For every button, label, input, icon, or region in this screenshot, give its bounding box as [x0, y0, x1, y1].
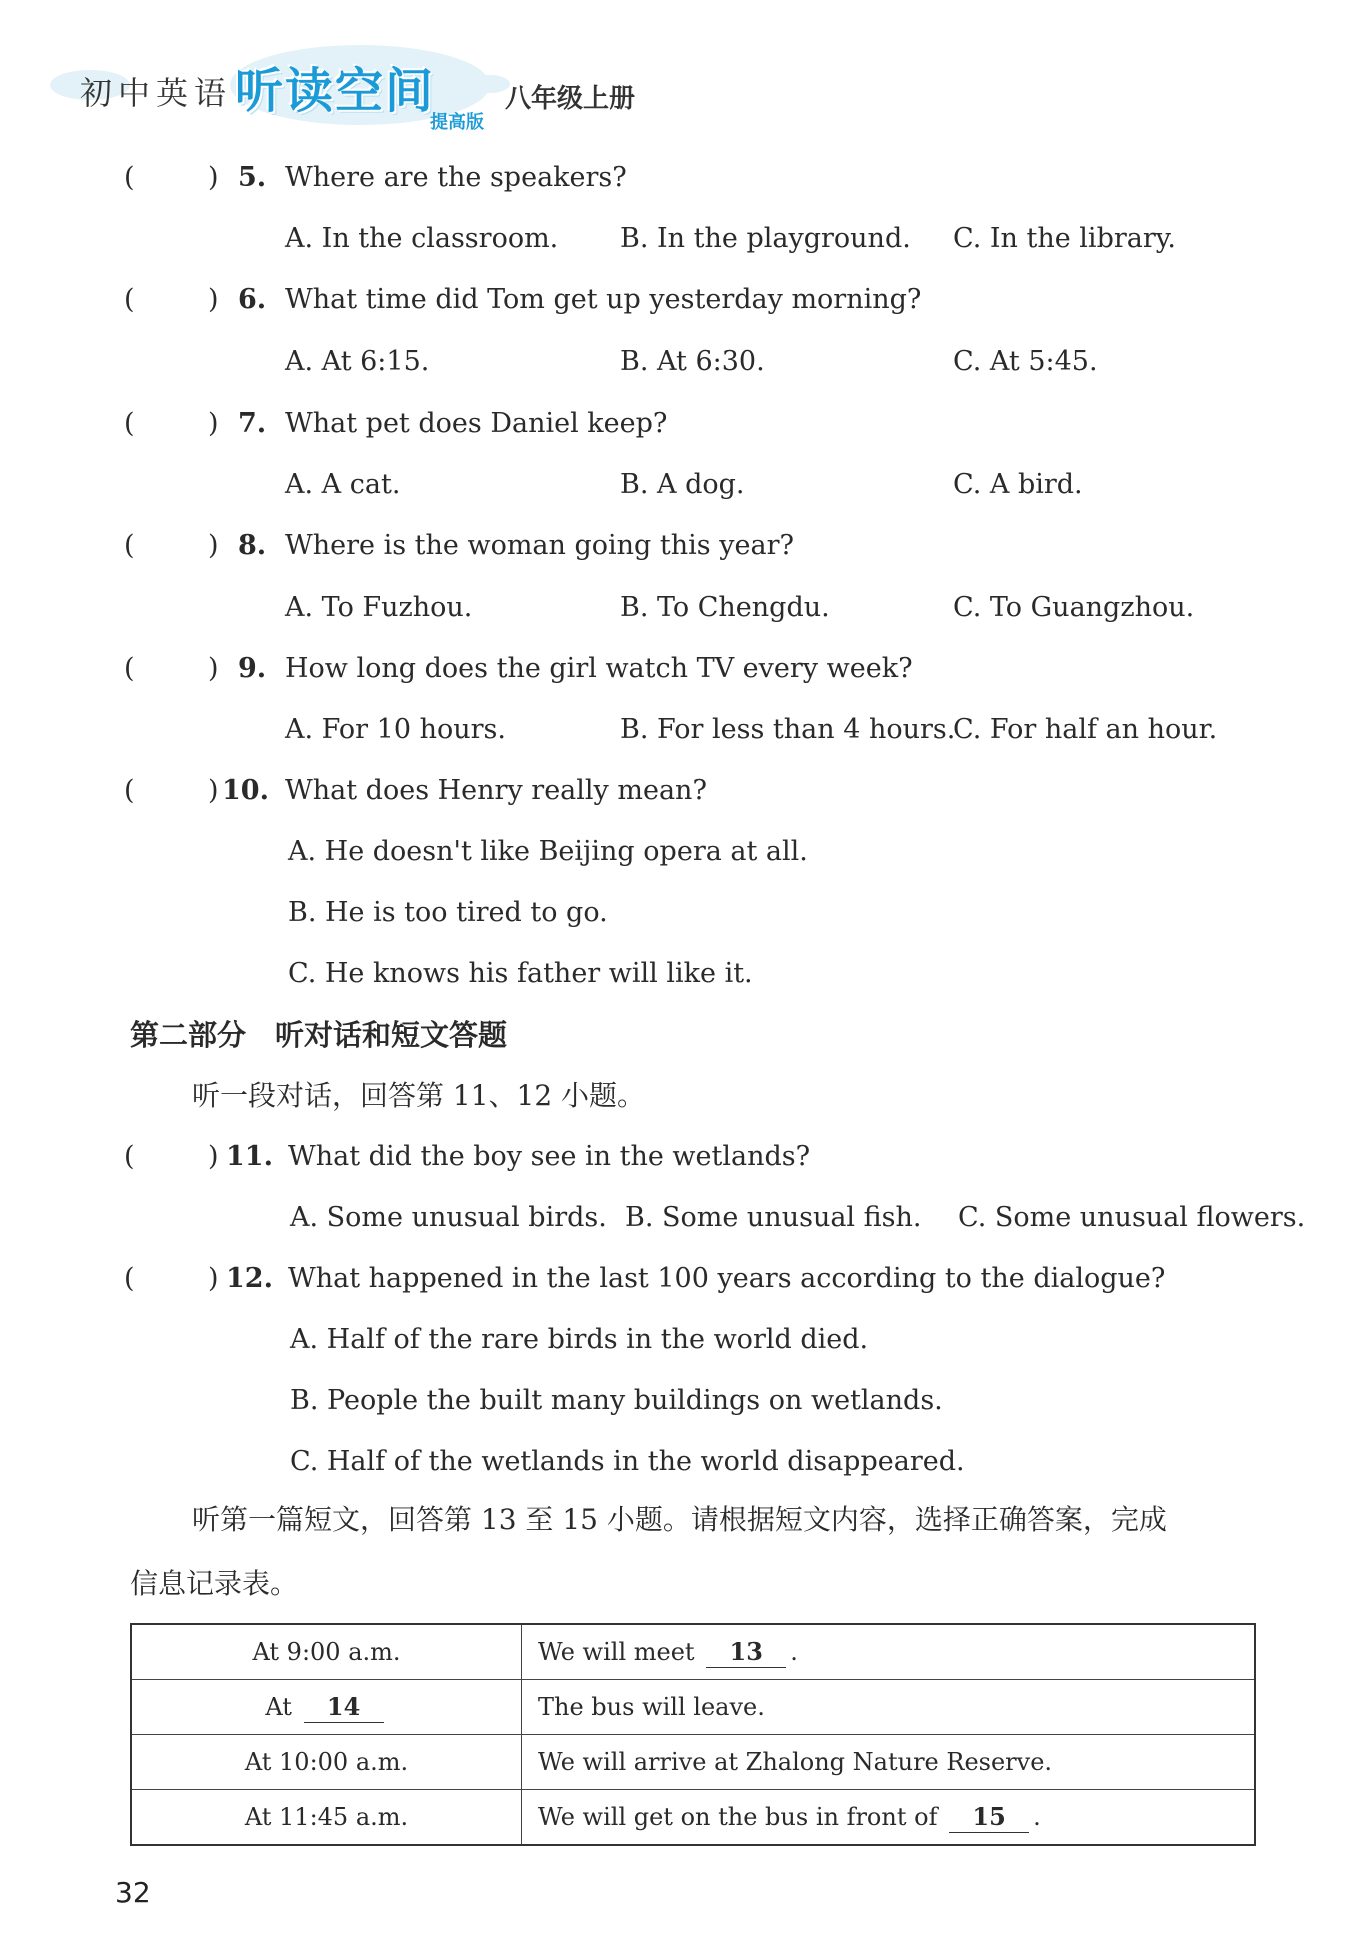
option-a: A. To Fuzhou.	[285, 592, 473, 623]
answer-paren-close: )	[208, 653, 219, 684]
event-cell	[522, 1735, 1256, 1790]
option-a: A. Half of the rare birds in the world died.	[290, 1324, 869, 1355]
option-b: B. He is too tired to go.	[288, 897, 608, 928]
question-text: What happened in the last 100 years according to the dialogue?	[288, 1263, 1166, 1294]
dialogue-instruction: 听一段对话，回答第 11、12 小题。	[192, 1079, 646, 1112]
passage-instruction: 听第一篇短文，回答第 13 至 15 小题。请根据短文内容，选择正确答案，完成	[192, 1503, 1167, 1536]
event-text: The bus will leave.	[538, 1693, 765, 1721]
option-b: B. To Chengdu.	[620, 592, 830, 623]
table-row	[131, 1624, 1255, 1680]
option-b: B. Some unusual fish.	[625, 1202, 922, 1233]
question-row	[0, 526, 1350, 566]
question-number: 11.	[226, 1141, 273, 1172]
option-c: C. In the library.	[953, 223, 1177, 254]
question-text: How long does the girl watch TV every week?	[285, 653, 913, 684]
passage-instruction-continued: 信息记录表。	[130, 1567, 299, 1600]
option-a: A. He doesn't like Beijing opera at all.	[288, 836, 808, 867]
option-a: A. For 10 hours.	[285, 714, 506, 745]
option-a: A. A cat.	[285, 469, 401, 500]
option-c: C. He knows his father will like it.	[288, 958, 753, 989]
edition-label: 提高版	[430, 112, 484, 133]
question-row	[0, 280, 1350, 320]
answer-blank-14[interactable]: 14	[304, 1692, 384, 1723]
header-cloud-decoration	[470, 75, 510, 93]
time-cell	[131, 1790, 522, 1846]
time-text: At 11:45 a.m.	[244, 1803, 409, 1831]
information-record-table	[130, 1623, 1256, 1846]
option-c: C. At 5:45.	[953, 346, 1098, 377]
question-number: 8.	[238, 530, 267, 561]
answer-paren-open: (	[124, 775, 135, 806]
page-number: 32	[115, 1876, 151, 1909]
event-cell	[522, 1680, 1256, 1735]
question-text: What time did Tom get up yesterday morning?	[285, 284, 922, 315]
question-row	[0, 404, 1350, 444]
time-cell	[131, 1680, 522, 1735]
option-b: B. A dog.	[620, 469, 745, 500]
question-number: 6.	[238, 284, 267, 315]
answer-paren-open: (	[124, 1141, 135, 1172]
event-text: We will get on the bus in front of	[538, 1802, 938, 1831]
table-row	[131, 1735, 1255, 1790]
option-a: A. At 6:15.	[285, 346, 430, 377]
question-number: 5.	[238, 162, 267, 193]
option-b: B. At 6:30.	[620, 346, 765, 377]
time-text: At 9:00 a.m.	[252, 1638, 401, 1666]
event-cell	[522, 1624, 1256, 1680]
answer-paren-open: (	[124, 530, 135, 561]
page-header	[40, 30, 1040, 140]
answer-paren-open: (	[124, 162, 135, 193]
option-b: B. In the playground.	[620, 223, 911, 254]
question-text: Where are the speakers?	[285, 162, 627, 193]
question-row	[0, 1137, 1350, 1177]
option-b: B. People the built many buildings on wetlands.	[290, 1385, 943, 1416]
option-c: C. To Guangzhou.	[953, 592, 1195, 623]
answer-paren-open: (	[124, 408, 135, 439]
option-c: C. Some unusual flowers.	[958, 1202, 1306, 1233]
option-a: A. Some unusual birds.	[290, 1202, 607, 1233]
question-row	[0, 771, 1350, 811]
answer-blank-15[interactable]: 15	[949, 1802, 1029, 1833]
option-c: C. For half an hour.	[953, 714, 1218, 745]
brand-logo-text: 听读空间	[235, 63, 436, 119]
answer-paren-close: )	[208, 1263, 219, 1294]
answer-paren-close: )	[208, 530, 219, 561]
time-prefix: At	[265, 1692, 292, 1721]
section-heading: 第二部分 听对话和短文答题	[130, 1018, 508, 1052]
table-row	[131, 1790, 1255, 1846]
question-text: What pet does Daniel keep?	[285, 408, 668, 439]
question-number: 10.	[222, 775, 269, 806]
table-row	[131, 1680, 1255, 1735]
answer-paren-close: )	[208, 284, 219, 315]
option-c: C. Half of the wetlands in the world disappeared.	[290, 1446, 965, 1477]
event-text: We will arrive at Zhalong Nature Reserve.	[538, 1748, 1053, 1776]
event-suffix: .	[1033, 1802, 1041, 1831]
answer-paren-open: (	[124, 284, 135, 315]
answer-blank-13[interactable]: 13	[706, 1637, 786, 1668]
question-number: 7.	[238, 408, 267, 439]
option-a: A. In the classroom.	[285, 223, 559, 254]
event-cell	[522, 1790, 1256, 1846]
answer-paren-close: )	[208, 775, 219, 806]
answer-paren-open: (	[124, 1263, 135, 1294]
option-b: B. For less than 4 hours.	[620, 714, 956, 745]
answer-paren-close: )	[208, 1141, 219, 1172]
question-number: 12.	[226, 1263, 273, 1294]
time-text: At 10:00 a.m.	[244, 1748, 409, 1776]
question-text: What did the boy see in the wetlands?	[288, 1141, 811, 1172]
event-text: We will meet	[538, 1637, 695, 1666]
grade-label: 八年级上册	[505, 84, 636, 114]
option-c: C. A bird.	[953, 469, 1083, 500]
answer-paren-close: )	[208, 162, 219, 193]
question-text: What does Henry really mean?	[285, 775, 707, 806]
question-row	[0, 1259, 1350, 1299]
question-row	[0, 649, 1350, 689]
time-cell	[131, 1735, 522, 1790]
question-text: Where is the woman going this year?	[285, 530, 794, 561]
event-suffix: .	[790, 1637, 798, 1666]
question-number: 9.	[238, 653, 267, 684]
question-row	[0, 158, 1350, 198]
series-title: 初中英语	[80, 74, 233, 112]
answer-paren-open: (	[124, 653, 135, 684]
time-cell	[131, 1624, 522, 1680]
answer-paren-close: )	[208, 408, 219, 439]
